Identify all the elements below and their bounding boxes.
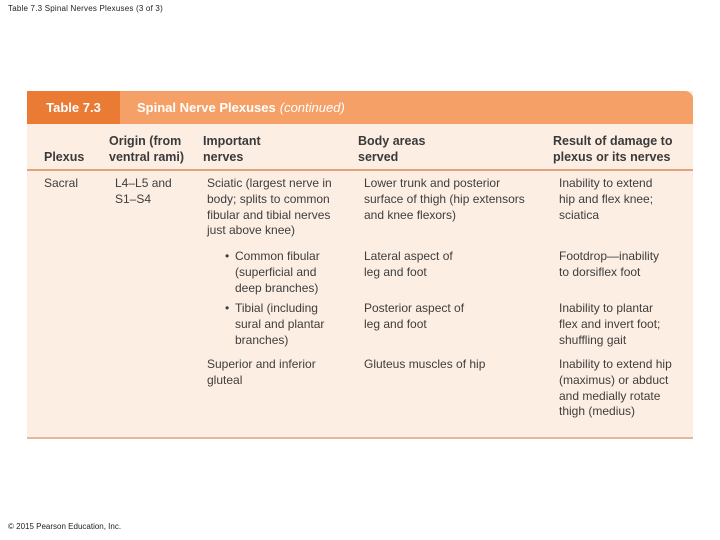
row-gluteal-nerves: Superior and inferior gluteal xyxy=(207,357,316,387)
row-sciatic-areas: Lower trunk and posterior surface of thigh (hip extensors and knee flexors) xyxy=(364,176,525,222)
row-sciatic-damage: Inability to extend hip and flex knee; sciatica xyxy=(559,176,654,222)
header-divider xyxy=(27,169,693,171)
table-caption xyxy=(137,91,345,124)
column-header-body-areas: Body areas served xyxy=(358,134,426,164)
row-gluteal-areas: Gluteus muscles of hip xyxy=(364,357,486,371)
bullet-common-fibular: • xyxy=(225,249,230,263)
bullet-tibial: • xyxy=(225,301,230,315)
table-header-bar xyxy=(27,91,693,124)
row-common-fibular-areas: Lateral aspect of leg and foot xyxy=(364,249,453,279)
row-tibial-damage: Inability to plantar flex and invert foot; shuffling gait xyxy=(559,301,661,347)
row-common-fibular-nerves: Common fibular (superficial and deep branches) xyxy=(235,249,320,295)
column-header-plexus: Plexus xyxy=(44,150,85,164)
row-tibial-nerves: Tibial (including sural and plantar branches) xyxy=(235,301,325,347)
row-sciatic-nerves: Sciatic (largest nerve in body; splits to common fibular and tibial nerves just above knee) xyxy=(207,176,332,238)
table-caption-text: Spinal Nerve Plexuses xyxy=(137,100,276,115)
column-header-damage: Result of damage to plexus or its nerves xyxy=(553,134,673,164)
row-sacral-origin: L4–L5 and S1–S4 xyxy=(115,176,172,206)
row-common-fibular-damage: Footdrop—inability to dorsiflex foot xyxy=(559,249,660,279)
table-caption-suffix: (continued) xyxy=(279,100,345,115)
row-gluteal-damage: Inability to extend hip (maximus) or abduct and medially rotate thigh (medius) xyxy=(559,357,672,419)
column-header-nerves: Important nerves xyxy=(203,134,261,164)
spinal-nerve-plexus-table xyxy=(27,91,693,439)
row-tibial-areas: Posterior aspect of leg and foot xyxy=(364,301,465,331)
copyright-notice: © 2015 Pearson Education, Inc. xyxy=(8,522,122,531)
slide-title: Table 7.3 Spinal Nerves Plexuses (3 of 3) xyxy=(8,4,163,13)
row-sacral-plexus: Sacral xyxy=(44,176,79,190)
column-header-origin: Origin (from ventral rami) xyxy=(109,134,185,164)
table-number-tag: Table 7.3 xyxy=(27,91,120,124)
